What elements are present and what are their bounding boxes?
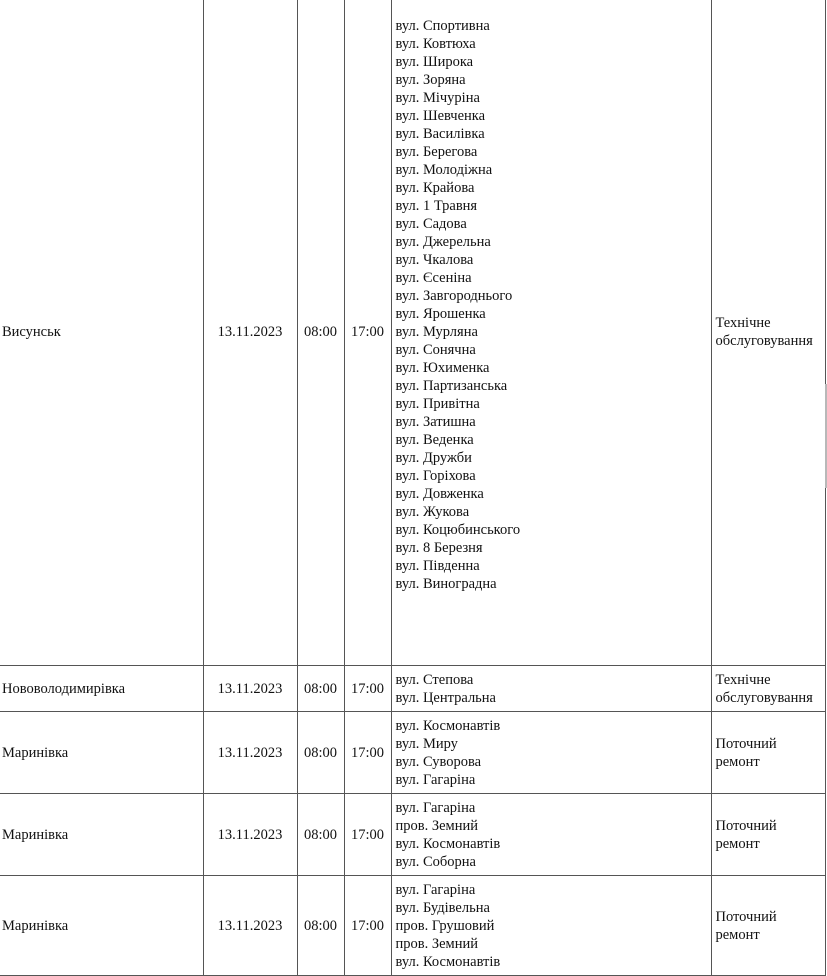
street-item: вул. Ярошенка [395, 306, 486, 322]
streets-cell [391, 876, 711, 976]
street-item: вул. Соборна [395, 853, 476, 870]
date-cell: 13.11.2023 [203, 794, 297, 876]
work-type-cell [711, 876, 825, 976]
work-type-line: Поточний [715, 908, 777, 925]
work-type-cell [711, 666, 825, 712]
streets-cell [391, 712, 711, 794]
street-item: вул. Суворова [395, 753, 482, 770]
street-item: вул. Спортивна [395, 18, 490, 34]
table-row [0, 794, 825, 876]
street-item: вул. Дружби [395, 450, 472, 466]
street-item: вул. Широка [395, 54, 474, 70]
street-item: вул. Зоряна [395, 72, 466, 88]
work-type-line: Технічне [715, 671, 771, 688]
work-type-line: ремонт [715, 926, 760, 943]
work-type-cell [711, 712, 825, 794]
street-item: вул. Джерельна [395, 234, 491, 250]
start-time-cell: 08:00 [297, 876, 344, 976]
table-row [0, 876, 825, 976]
street-item: вул. Єсеніна [395, 270, 472, 286]
street-item: вул. Космонавтів [395, 953, 501, 970]
settlement-cell: Нововолодимирівка [0, 666, 203, 712]
street-item: вул. Будівельна [395, 899, 490, 916]
street-item: вул. Шевченка [395, 108, 486, 124]
street-item: вул. 8 Березня [395, 540, 483, 556]
street-spacer [396, 593, 711, 647]
work-type-line: Поточний [715, 817, 777, 834]
start-time-cell: 08:00 [297, 712, 344, 794]
street-item: вул. Мурляна [395, 324, 478, 340]
street-item: вул. Молодіжна [395, 162, 493, 178]
streets-cell [391, 0, 711, 666]
start-time-cell: 08:00 [297, 0, 344, 666]
date-cell: 13.11.2023 [203, 876, 297, 976]
street-item: вул. Центральна [395, 689, 496, 706]
work-type-line: Технічне [715, 315, 771, 331]
street-item: вул. Степова [395, 671, 474, 688]
street-item: вул. Веденка [395, 432, 474, 448]
date-cell: 13.11.2023 [203, 712, 297, 794]
settlement-cell: Висунськ [0, 0, 203, 666]
street-item: вул. Ковтюха [395, 36, 476, 52]
street-item: вул. Космонавтів [395, 835, 501, 852]
work-type-line: обслуговування [715, 689, 813, 706]
end-time-cell: 17:00 [344, 0, 391, 666]
street-item: вул. Сонячна [395, 342, 476, 358]
street-item: пров. Земний [395, 935, 479, 952]
street-item: вул. Виноградна [395, 576, 497, 592]
end-time-cell: 17:00 [344, 876, 391, 976]
street-item: вул. Коцюбинського [395, 522, 521, 538]
settlement-cell: Маринівка [0, 794, 203, 876]
street-item: вул. Крайова [395, 180, 475, 196]
street-item: вул. Південна [395, 558, 480, 574]
work-type-line: ремонт [715, 835, 760, 852]
streets-cell [391, 666, 711, 712]
streets-cell [391, 794, 711, 876]
street-item: вул. Горіхова [395, 468, 476, 484]
table-row [0, 666, 825, 712]
street-item: вул. 1 Травня [395, 198, 478, 214]
date-cell: 13.11.2023 [203, 0, 297, 666]
start-time-cell: 08:00 [297, 794, 344, 876]
work-type-line: обслуговування [715, 333, 813, 349]
work-type-line: ремонт [715, 753, 760, 770]
settlement-cell: Маринівка [0, 876, 203, 976]
street-item: вул. Гагаріна [395, 799, 476, 816]
street-item: вул. Привітна [395, 396, 480, 412]
street-item: вул. Юхименка [395, 360, 490, 376]
street-item: вул. Гагаріна [395, 771, 476, 788]
street-item: вул. Завгороднього [395, 288, 513, 304]
settlement-cell: Маринівка [0, 712, 203, 794]
work-type-line: Поточний [715, 735, 777, 752]
end-time-cell: 17:00 [344, 712, 391, 794]
street-item: вул. Затишна [395, 414, 476, 430]
street-item: вул. Довженка [395, 486, 484, 502]
street-item: вул. Миру [395, 735, 458, 752]
street-item: вул. Партизанська [395, 378, 508, 394]
street-item: пров. Земний [395, 817, 479, 834]
street-item: вул. Жукова [395, 504, 470, 520]
end-time-cell: 17:00 [344, 666, 391, 712]
end-time-cell: 17:00 [344, 794, 391, 876]
work-type-cell [711, 0, 825, 666]
street-item: вул. Чкалова [395, 252, 474, 268]
start-time-cell: 08:00 [297, 666, 344, 712]
table-row [0, 712, 825, 794]
street-item: вул. Берегова [395, 144, 478, 160]
work-type-cell [711, 794, 825, 876]
street-item: вул. Садова [395, 216, 467, 232]
date-cell: 13.11.2023 [203, 666, 297, 712]
street-item: вул. Мічуріна [395, 90, 480, 106]
street-item: вул. Космонавтів [395, 717, 501, 734]
street-item: вул. Гагаріна [395, 881, 476, 898]
street-item: пров. Грушовий [395, 917, 495, 934]
street-item: вул. Василівка [395, 126, 485, 142]
